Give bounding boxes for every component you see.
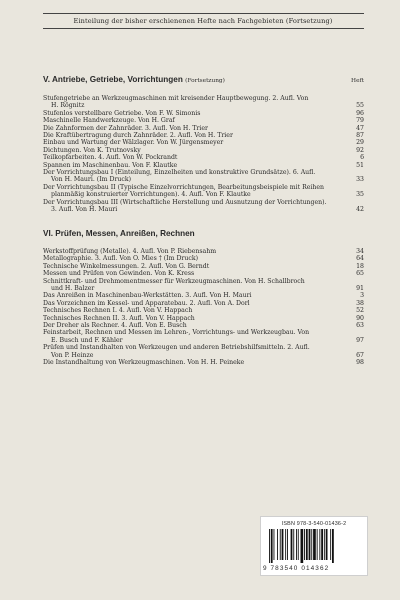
list-item bbox=[43, 184, 364, 199]
entry-title: Das Anreißen in Maschinenbau-Werkstätten. 3. Aufl. Von H. Mauri bbox=[43, 292, 252, 300]
list-item bbox=[43, 322, 364, 329]
barcode-digits: 9 783540 014362 bbox=[263, 565, 330, 572]
entry-title: Stufenlos verstellbare Getriebe. Von F. W. Simonis bbox=[43, 109, 201, 117]
heft-number: 55 bbox=[356, 102, 364, 110]
section-title bbox=[43, 229, 364, 239]
entry-title: Einbau und Wartung der Wälzlager. Von W. Jürgensmeyer bbox=[43, 139, 224, 147]
entry-title: Der Vorrichtungsbau I (Einteilung, Einzelheiten und konstruktive Grundsätze). 6. Aufl. bbox=[43, 169, 316, 177]
list-item bbox=[43, 139, 364, 146]
list-item bbox=[43, 263, 364, 270]
entry-title: Der Dreher als Rechner. 4. Aufl. Von E. Busch bbox=[43, 322, 187, 330]
heft-number: 65 bbox=[356, 270, 364, 278]
header-rule-top bbox=[43, 13, 364, 14]
heft-number: 34 bbox=[356, 248, 364, 255]
entry-title: Der Vorrichtungsbau II (Typische Einzelvorrichtungen, Bearbeitungsbeispiele mit Reihen bbox=[43, 183, 325, 191]
heft-number: 92 bbox=[356, 146, 364, 154]
entry-title: Die Zahnformen der Zahnräder. 3. Aufl. Von H. Trier bbox=[43, 124, 208, 132]
heft-number: 67 bbox=[356, 351, 364, 359]
entry-title: Metallographie. 3. Aufl. Von O. Mies † (Im Druck) bbox=[43, 255, 198, 263]
heft-number: 96 bbox=[356, 109, 364, 117]
section-pruefen bbox=[43, 229, 364, 367]
entry-title: Der Vorrichtungsbau III (Wirtschaftliche Herstellung und Ausnutzung der Vorrichtungen). bbox=[43, 198, 327, 206]
entry-title: Technisches Rechnen I. 4. Aufl. Von V. Happach bbox=[43, 307, 193, 315]
heft-number: 6 bbox=[360, 154, 364, 162]
heft-number: 38 bbox=[356, 299, 364, 307]
section-title bbox=[43, 75, 364, 86]
entry-title: Dichtungen. Von K. Trutnovsky bbox=[43, 146, 141, 154]
isbn-text: ISBN 978-3-540-01436-2 bbox=[281, 521, 347, 527]
entry-title: Werkstoffprüfung (Metalle). 4. Aufl. Von P. Riebensahm bbox=[43, 248, 217, 255]
heft-number: 52 bbox=[356, 307, 364, 315]
heft-number: 33 bbox=[356, 176, 364, 184]
list-item bbox=[43, 344, 364, 359]
list-item bbox=[43, 315, 364, 322]
list-item bbox=[43, 199, 364, 214]
entry-title: Maschinelle Handwerkzeuge. Von H. Graf bbox=[43, 117, 175, 125]
heft-number: 47 bbox=[356, 124, 364, 132]
list-item bbox=[43, 278, 364, 293]
section-title-text: V. Antriebe, Getriebe, Vorrichtungen bbox=[43, 75, 183, 84]
entry-title: Die Kraftübertragung durch Zahnräder. 2. Aufl. Von H. Trier bbox=[43, 132, 233, 140]
list-item bbox=[43, 154, 364, 161]
entry-title: Feinstarbeit, Rechnen und Messen im Lehren-, Vorrichtungs- und Werkzeugbau. Von bbox=[43, 329, 310, 337]
heft-number: 3 bbox=[360, 292, 364, 300]
heft-label: Heft bbox=[351, 78, 364, 84]
entry-continuation: Von H. Mauri. (Im Druck) bbox=[51, 176, 132, 184]
entry-title: Technisches Rechnen II. 3. Aufl. Von V. Happach bbox=[43, 314, 195, 322]
list-item bbox=[43, 110, 364, 117]
isbn-barcode-box bbox=[260, 516, 368, 576]
section-title-text: VI. Prüfen, Messen, Anreißen, Rechnen bbox=[43, 229, 195, 238]
list-item bbox=[43, 329, 364, 344]
entry-title: Das Vorzeichnen im Kessel- und Apparatebau. 2. Aufl. Von A. Dorl bbox=[43, 299, 250, 307]
list-item bbox=[43, 300, 364, 307]
list-item bbox=[43, 132, 364, 139]
entry-title: Teilkopfarbeiten. 4. Aufl. Von W. Pockrandt bbox=[43, 154, 178, 162]
list-item bbox=[43, 255, 364, 262]
heft-number: 63 bbox=[356, 322, 364, 330]
list-item bbox=[43, 292, 364, 299]
heft-number: 18 bbox=[356, 262, 364, 270]
barcode-icon bbox=[267, 529, 361, 563]
entry-continuation: 3. Aufl. Von H. Mauri bbox=[51, 206, 118, 214]
heft-number: 35 bbox=[356, 191, 364, 199]
entry-continuation: E. Busch und F. Kähler bbox=[51, 336, 123, 344]
entry-title: Prüfen und Instandhalten von Werkzeugen und anderen Betriebshilfsmitteln. 2. Aufl. bbox=[43, 344, 310, 352]
entry-title: Schnittkraft- und Drehmomentmesser für Werkzeugmaschinen. Von H. Schallbroch bbox=[43, 277, 305, 285]
list-item bbox=[43, 117, 364, 124]
entry-list bbox=[43, 95, 364, 214]
entry-continuation: Von P. Heinze bbox=[51, 351, 94, 359]
heft-number: 51 bbox=[356, 161, 364, 169]
entry-title: Messen und Prüfen von Gewinden. Von K. Kress bbox=[43, 270, 195, 278]
list-item bbox=[43, 270, 364, 277]
heft-number: 98 bbox=[356, 359, 364, 367]
list-item bbox=[43, 248, 364, 255]
entry-continuation: und H. Balzer bbox=[51, 285, 95, 293]
heft-number: 29 bbox=[356, 139, 364, 147]
entry-title: Spannen im Maschinenbau. Von F. Klautke bbox=[43, 161, 178, 169]
entry-title: Technische Winkelmessungen. 2. Aufl. Von G. Berndt bbox=[43, 262, 210, 270]
section-antriebe bbox=[43, 75, 364, 214]
heft-number: 97 bbox=[356, 336, 364, 344]
heft-number: 64 bbox=[356, 255, 364, 263]
entry-continuation: planmäßig konstruierter Vorrichtungen). 4. Aufl. Von F. Klautke bbox=[51, 191, 251, 199]
heft-number: 42 bbox=[356, 206, 364, 214]
list-item bbox=[43, 162, 364, 169]
section-subtitle: (Fortsetzung) bbox=[185, 78, 225, 84]
list-item bbox=[43, 125, 364, 132]
heft-number: 91 bbox=[356, 285, 364, 293]
list-item bbox=[43, 95, 364, 110]
entry-title: Stufengetriebe an Werkzeugmaschinen mit kreisender Hauptbewegung. 2. Aufl. Von bbox=[43, 95, 309, 102]
entry-continuation: H. Rögnitz bbox=[51, 102, 85, 110]
page-header: Einteilung der bisher erschienenen Hefte nach Fachgebieten (Fortsetzung) bbox=[73, 17, 333, 25]
list-item bbox=[43, 307, 364, 314]
list-item bbox=[43, 359, 364, 366]
heft-number: 90 bbox=[356, 314, 364, 322]
list-item bbox=[43, 147, 364, 154]
header-rule-bottom bbox=[43, 28, 364, 29]
list-item bbox=[43, 169, 364, 184]
heft-number: 79 bbox=[356, 117, 364, 125]
entry-title: Die Instandhaltung von Werkzeugmaschinen. Von H. H. Peineke bbox=[43, 359, 245, 367]
entry-list bbox=[43, 248, 364, 367]
heft-number: 87 bbox=[356, 132, 364, 140]
